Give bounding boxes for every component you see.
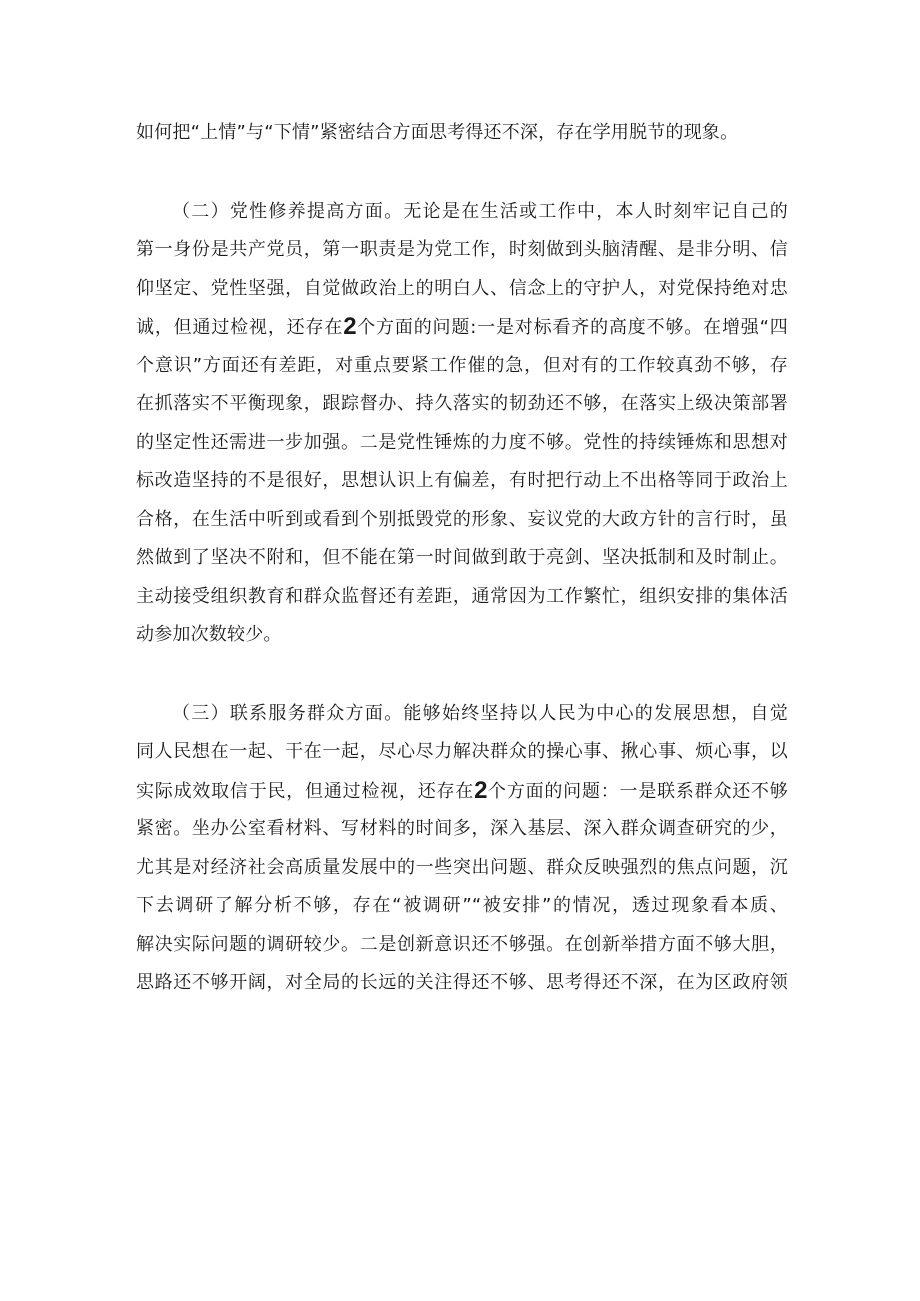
text-line: 如何把“上情”与“下情”紧密结合方面思考得还不深，存在学用脱节的现象。 xyxy=(136,122,739,143)
text-line: 合格，在生活中听到或看到个别抵毁党的形象、妄议党的大政方针的言行时，虽 xyxy=(136,508,788,530)
paragraph-2 xyxy=(136,193,788,655)
text-line: 仰坚定、党性坚强，自觉做政治上的明白人、信念上的守护人，对党保持绝对忠 xyxy=(136,277,788,299)
emphasized-number: 2 xyxy=(343,313,357,340)
text-line: 尤其是对经济社会高质量发展中的一些突出问题、群众反映强烈的焦点问题，沉 xyxy=(136,856,788,878)
text-line: 第一身份是共产党员，第一职责是为党工作，时刻做到头脑清醒、是非分明、信 xyxy=(136,239,788,260)
text-line: 动参加次数较少。 xyxy=(136,624,282,645)
text-line: （三）联系服务群众方面。能够始终坚持以人民为中心的发展思想，自觉 xyxy=(172,702,788,724)
text-line: 在抓落实不平衡现象，跟踪督办、持久落实的韧劲还不够，在落实上级决策部署 xyxy=(136,393,788,414)
paragraph-3 xyxy=(136,695,788,1003)
text-line: 紧密。坐办公室看材料、写材料的时间多，深入基层、深入群众调查研究的少， xyxy=(136,818,788,839)
text-segment: 诚，但通过检视，还存在 xyxy=(136,317,344,338)
text-line: 下去调研了解分析不够，存在“被调研”“被安排”的情况，透过现象看本质、 xyxy=(136,895,788,916)
text-line: 解决实际问题的调研较少。二是创新意识还不够强。在创新举措方面不够大胆， xyxy=(136,933,788,955)
text-line: 的坚定性还需进一步加强。二是党性锤炼的力度不够。党性的持续锤炼和思想对 xyxy=(136,431,788,453)
text-line: 个意识”方面还有差距，对重点要紧工作催的急，但对有的工作较真劲不够，存 xyxy=(136,354,788,376)
text-line: 主动接受组织教育和群众监督还有差距，通常因为工作繁忙，组织安排的集体活 xyxy=(136,585,788,607)
text-line xyxy=(136,308,788,347)
paragraph-1 xyxy=(136,114,788,153)
text-segment: 个方面的问题：一是联系群众还不够 xyxy=(487,780,788,802)
text-line xyxy=(136,772,788,811)
text-line: （二）党性修养提高方面。无论是在生活或工作中，本人时刻牢记自己的 xyxy=(172,200,788,222)
text-segment: 个方面的问题:一是对标看齐的高度不够。在增强“四 xyxy=(356,317,789,338)
text-line: 思路还不够开阔，对全局的长远的关注得还不够、思考得还不深，在为区政府领 xyxy=(136,972,788,993)
text-line: 然做到了坚决不附和，但不能在第一时间做到敢于亮剑、坚决抵制和及时制止。 xyxy=(136,547,788,568)
document-page xyxy=(136,114,788,1003)
text-segment: 实际成效取信于民，但通过检视，还存在 xyxy=(136,780,475,802)
text-line: 同人民想在一起、干在一起，尽心尽力解决群众的操心事、揪心事、烦心事，以 xyxy=(136,741,788,762)
emphasized-number: 2 xyxy=(474,776,488,804)
text-line: 标改造坚持的不是很好，思想认识上有偏差，有时把行动上不出格等同于政治上 xyxy=(136,470,788,491)
